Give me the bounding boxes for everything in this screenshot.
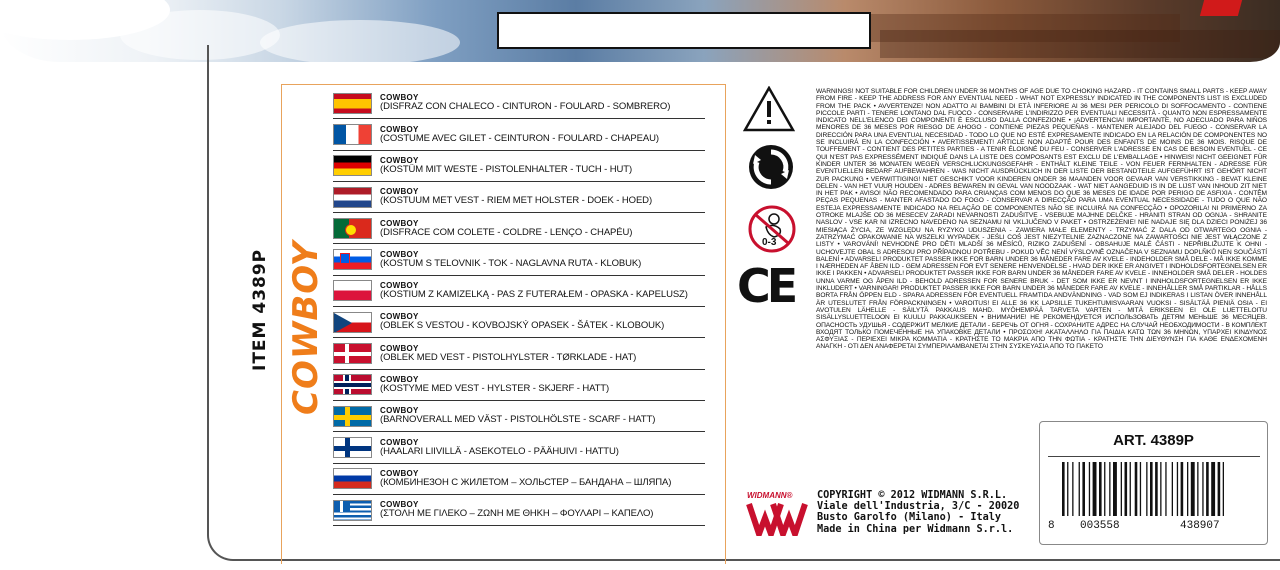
barcode-bar: [1109, 462, 1110, 516]
slovenia-flag-icon: [333, 249, 372, 270]
article-number: ART. 4389P: [1113, 432, 1194, 449]
language-text: [380, 345, 636, 363]
language-row: [333, 213, 705, 244]
language-product-name: COWBOY: [380, 312, 419, 322]
barcode-bar: [1067, 462, 1068, 516]
denmark-flag-icon: [333, 343, 372, 364]
barcode-bar: [1177, 462, 1178, 516]
divider: [1048, 456, 1260, 457]
blank-label-box: [497, 12, 871, 49]
barcode-bar: [1093, 462, 1097, 516]
language-row: [333, 151, 705, 182]
language-text: [380, 126, 659, 144]
barcode-bar: [1104, 462, 1105, 516]
language-text: [380, 313, 664, 331]
language-text: [380, 470, 671, 488]
barcode-bar: [1191, 462, 1195, 516]
language-row: [333, 307, 705, 338]
language-text: [380, 188, 652, 206]
language-row: [333, 464, 705, 495]
barcode-bar: [1121, 462, 1122, 516]
portugal-flag-icon: [333, 218, 372, 239]
language-text: [380, 501, 653, 519]
barcode-bar: [1150, 462, 1153, 516]
language-text: [380, 282, 688, 300]
language-description: (КОМБИНЕЗОН С ЖИЛЕТОМ – ХОЛЬСТЕР – БАНДАНА – ШЛЯПА): [380, 476, 672, 488]
barcode-bar: [1099, 462, 1102, 516]
language-description: (DISFRACE COM COLETE - COLDRE - LENÇO - CHAPÉU): [380, 226, 633, 238]
barcode-bar: [1223, 462, 1224, 516]
product-title: COWBOY: [286, 240, 326, 416]
czech-flag-icon: [333, 312, 372, 333]
language-row: [333, 338, 705, 369]
not-for-0-3-icon: [748, 205, 796, 253]
barcode-bar: [1155, 462, 1158, 516]
barcode-bar: [1089, 462, 1090, 516]
barcode-group-right: 438907: [1180, 520, 1220, 532]
language-product-name: COWBOY: [380, 468, 419, 478]
barcode-bar: [1187, 462, 1188, 516]
barcode-bar: [1082, 462, 1085, 516]
languages-list: [333, 88, 705, 526]
copyright-line: COPYRIGHT © 2012 WIDMANN S.R.L.: [817, 490, 1008, 501]
article-barcode-box: [1039, 421, 1268, 545]
language-description: (KOSTIUM Z KAMIZELKĄ - PAS Z FUTERAŁEM - OPASKA - KAPELUSZ): [380, 289, 688, 301]
language-text: [380, 407, 655, 425]
copyright-block: [817, 490, 1027, 535]
recycle-icon: [748, 144, 794, 190]
norway-flag-icon: [333, 374, 372, 395]
language-row: [333, 370, 705, 401]
language-row: [333, 119, 705, 150]
barcode-bar: [1125, 462, 1128, 516]
finland-flag-icon: [333, 437, 372, 458]
language-text: [380, 220, 632, 238]
barcode-bar: [1218, 462, 1221, 516]
barcode-bar: [1211, 462, 1215, 516]
russia-flag-icon: [333, 468, 372, 489]
barcode-icon: [1058, 462, 1258, 524]
language-description: (ΣΤΟΛΗ ΜΕ ΓΙΛΕΚΟ – ΖΩΝΗ ΜΕ ΘΗΚΗ – ΦΟΥΛΑΡΙ – ΚΑΠΕΛΟ): [380, 508, 654, 520]
city-line: Busto Garolfo (Milano) - Italy: [817, 512, 1002, 524]
barcode-bar: [1165, 462, 1166, 516]
barcode-first-digit: 8: [1048, 520, 1055, 532]
language-product-name: COWBOY: [380, 124, 419, 134]
ce-mark: CE: [737, 259, 795, 313]
language-text: [380, 94, 670, 112]
made-in-line: Made in China per Widmann S.r.l.: [817, 523, 1014, 535]
language-row: [333, 401, 705, 432]
barcode-bar: [1140, 462, 1141, 516]
item-number-label: ITEM 4389P: [250, 248, 270, 372]
language-row: [333, 182, 705, 213]
greece-flag-icon: [333, 500, 372, 521]
barcode-bar: [1135, 462, 1138, 516]
language-text: [380, 251, 641, 269]
language-product-name: COWBOY: [380, 437, 419, 447]
barcode-bar: [1197, 462, 1198, 516]
language-product-name: COWBOY: [380, 375, 419, 385]
language-description: (KOSTYME MED VEST - HYLSTER - SKJERF - HATT): [380, 383, 610, 395]
spain-flag-icon: [333, 93, 372, 114]
barcode-bar: [1130, 462, 1131, 516]
barcode-bar: [1181, 462, 1184, 516]
barcode-group-left: 003558: [1080, 520, 1120, 532]
language-product-name: COWBOY: [380, 343, 419, 353]
barcode-bar: [1072, 462, 1073, 516]
language-row: [333, 88, 705, 119]
language-product-name: COWBOY: [380, 93, 419, 103]
language-row: [333, 276, 705, 307]
language-description: (DISFRAZ CON CHALECO - CINTURON - FOULARD - SOMBRERO): [380, 101, 671, 113]
sweden-flag-icon: [333, 406, 372, 427]
safety-warnings-text: [816, 88, 1267, 410]
language-description: (BARNOVERALL MED VÄST - PISTOLHÖLSTE - SCARF - HATT): [380, 414, 656, 426]
language-row: [333, 244, 705, 275]
language-row: [333, 495, 705, 526]
warning-triangle-icon: [743, 86, 795, 132]
language-product-name: COWBOY: [380, 155, 419, 165]
language-description: (OBLEK S VESTOU - KOVBOJSKÝ OPASEK - ŠÁTEK - KLOBOUK): [380, 320, 665, 332]
language-product-name: COWBOY: [380, 218, 419, 228]
address-line: Viale dell'Industria, 3/C - 20020: [817, 501, 1020, 513]
widmann-logo-icon: [745, 490, 810, 536]
language-description: (COSTUME AVEC GILET - CEINTURON - FOULARD - CHAPEAU): [380, 132, 659, 144]
language-product-name: COWBOY: [380, 406, 419, 416]
barcode-bar: [1172, 462, 1173, 516]
language-text: [380, 157, 632, 175]
warnings-paragraph: WARNINGS! NOT SUITABLE FOR CHILDREN UNDER 36 MONTHS OF AGE DUE TO CHOKING HAZARD - IT CONTAINS SMALL PARTS - KEEP AWAY FROM FIRE - KEEP THE ADDRESS FOR ANY EVENTUAL NEED - WHAT NOT EXPRESSLY INDICATED IN THE COMPONENTS LIST IS EXCLUDED FROM THE PACK • AVVERTENZE! NON ADATTO AI BAMBINI DI ETÀ INFERIORE AI 36 MESI PER PERICOLO DI SOFFOCAMENTO - CONTIENE PICCOLE PARTI - TENERE LONTANO DAL FUOCO - CONSERVARE L'INDIRIZZO PER EVENTUALI NECESSITÀ - QUANTO NON ESPRESSAMENTE INDICATO NELL'ELENCO DEI COMPONENTI È ESCLUSO DALLA CONFEZIONE • ¡ADVERTENCIA! IMPORTANTE, NO ADECUADO PARA NIÑOS MENORES DE 36 MESES POR RIESGO DE AHOGO - CONTIENE PIEZAS PEQUEÑAS - MANTENER ALEJADO DEL FUEGO - CONSERVAR LA DIRECCIÓN PARA UNA EVENTUAL NECESIDAD - TODO LO QUE NO ESTÉ EXPRESAMENTE INDICADO EN LA RELACIÓN DE COMPONENTES NO SE INCLUIRÁ EN LA CONFECCIÓN • AVERTISSEMENT! ARTICLE NON ADAPTÉ POUR DES ENFANTS DE MOINS DE 36 MOIS. RISQUE DE TOUFFEMENT - CONTIENT DES PETITES PARTIES - A TENIR ÉLOIGNÉ DU FEU - CONSERVER L'ADRESSE EN CAS DE BESOIN EVENTUEL - CE QUI N'EST PAS EXPRESSÉMENT INDIQUÉ DANS LA LISTE DES COMPOSANTS EST EXCLU DE L'EMBALLAGE • HINWEIS! NICHT GEEIGNET FÜR KINDER UNTER 36 MONATEN WEGEN VERSCHLUCKUNGSGEFAHR - ENTHÄLT KLEINE TEILE - VON FEUER FERNHALTEN - ADRESSE FÜR EVENTUELLEN BEDARF AUFBEWAHREN - WAS NICHT AUSDRÜCKLICH IN DER LISTE DER BESTANDTEILE AUFGEFÜHRT IST GEHÖRT NICHT ZUR PACKUNG • VERWITTIGING! NIET GESCHIKT VOOR KINDEREN ONDER 36 MAANDEN VOOR GEVAAR VAN VERSTIKKING - BEVAT KLEINE DELEN - VAN HET VUUR HOUDEN - ADRES BEWAREN IN GEVAL VAN NOODZAAK - WAT NIET AANGEDUID IS IN DE LIJST VAN INHOUD ZIT NIET IN HET PAK • AVISO! NÃO RECOMENDADO PARA CRIANÇAS COM MENOS DO QUE 36 MESES DE IDADE POR PERIGO DE ASFIXIA - CONTÊM PEÇAS PEQUENAS - MANTER AFASTADO DO FOGO - CONSERVAR A DIRECÇÃO PARA UMA EVENTUAL NECESSIDADE - TUDO O QUE NÃO ESTEJA EXPRESSAMENTE INDICADO NA RELAÇÃO DE COMPONENTES NÃO SE INCLUIRÁ NA CONFECÇÃO • OPOZORILA! NI PRIMERNO ZA OTROKE MLAJŠE OD 36 MESECEV ZARADI NEVARNOSTI ZADUŠITVE - VSEBUJE MAJHNE DELČKE - HRANITI STRAN OD OGNJA - SHRANITE NASLOV - VSE KAR NI IZRECNO NAVEDENO NA SEZNAMU NI VKLJUČENO V PAKET • OSTRZEŻENIE! NIE NADAJE SIĘ DLA DZIECI PONIŻEJ 36 MIESIĄCA ŻYCIA, ZE WZGLĘDU NA RYZYKO UDUSZENIA - ZAWIERA MAŁE ELEMENTY - TRZYMAĆ Z DALA OD OTWARTEGO OGNIA - ZATRZYMAĆ OPAKOWANIE NA WSZELKI WYPADEK - JEŚLI COŚ JEST NIEZYTELNIE ZAZNACZONE NA ZAWARTOŚCI NIE JEST WŁĄCZONE Z LISTY • VAROVÁNÍ! NEVHODNÉ PRO DĚTI MLADŠÍ 36 MĚSÍCŮ, RIZIKO ZADUŠENÍ - OBSAHUJE MALÉ ČÁSTI - NEPŘIBLIŽUJTE K OHNI - UCHOVEJTE OBAL S ADRESOU PRO PŘÍPADNOU POTŘEBU - POKUD VĚC NENÍ VÝSLOVNĚ OZNAČENA V SEZNAMU DOPLŇKŮ NEN SOUČÁSTÍ BALENÍ • ADVARSEL! PRODUKTET PASSER IKKE FOR BARN UNDER 36 MÅNEDER FARE AV KVELE - INDEHOLDER SMÅ DELE - MÅ IKKE KOMME I NÆRHEDEN AF ÅBEN ILD - GEM ADRESSEN FOR EVT SENERE HENVENDELSE - HVAD DER IKKE ER ANGIVET I INDHOLDSFORTEGNELSEN ER IKKE I PAKKEN • ADVARSEL! PRODUKTET PASSER IKKE FOR BARN UNDER 36 MÅNEDER FARE AV KVELE - INNEHOLDER SMÅ DELER - HOLDES UNNA VARME OG ÅPEN ILD - BEHOLD ADRESSEN FOR SENERE BRUK - DET SOM IKKE ER NEVNT I INNHOLDSFORTEGNELSEN ER IKKE INKLUDERT • VARNINGAR! PRODUKTET PASSER IKKE FOR BARN UNDER 36 MÅNEDER FARE AV KVELE - INNEHÅLLER SMÅ PARTIKLAR - HÅLLS BORTA FRÅN ÖPPEN ELD - SPARA ADRESSEN FÖR EVENTUELL FRAMTIDA ANDVÄNDNING - VAD SOM EJ INDIKERAS I LISTAN ÖVER INNEHÅLL ÄR UTESLUTET FRÅN FÖRPACKNINGEN • VAROITUS! EI ALLE 36 KK LAPSILLE TUKEHTUMISVAARAN VUOKSI - SISÄLTÄÄ PIENIÄ OSIA - EI AVOTULEN LÄHELLE - SÄILYTÄ PAKKAUS MAHD. MYÖHEMPÄÄ TARVETA VARTEN - MITÄ ERIKSEEN EI OLE LUETTELOITU SISÄLLYSLUETTELOON EI KUULU PAKKAUKSEEN • ВНИМАНИЕ! НЕ РЕКОМЕНДУЕТСЯ ИСПОЛЬЗОВАТЬ ДЕТЯМ МЕНЬШЕ 36 МЕСЯЦЕВ. ОПАСНОСТЬ УДУШЬЯ - СОДЕРЖИТ МЕЛКИЕ ДЕТАЛИ - БЕРЕЧЬ ОТ ОГНЯ - СОХРАНИТЕ АДРЕС НА СЛУЧАЙ НЕОБХОДИМОСТИ - В КОМПЛЕКТ ВХОДЯТ ТОЛЬКО ПОМЕЧЕННЫЕ НА УПАКОВКЕ ДЕТАЛИ • ΠΡΟΣΟΧΗ! ΑΚΑΤΑΛΛΗΛΟ ΓΙΑ ΠΑΙΔΙΑ ΚΑΤΩ ΤΩΝ 36 ΜΗΝΩΝ, ΥΠΑΡΧΕΙ ΚΙΝΔΥΝΟΣ ΑΣΦΥΞΙΑΣ - ΠΕΡΙΕΧΕΙ ΜΙΚΡΑ ΚΟΜΜΑΤΙΑ - ΚΡΑΤΗΣΤΕ ΤΟ ΜΑΚΡΙΑ ΑΠΟ ΤΗΝ ΦΩΤΙΑ - ΚΡΑΤΗΣΤΕ ΤΗΝ ΔΙΕΥΘΥΝΣΗ ΓΙΑ ΚΑΘΕ ΕΝΔΕΧΟΜΕΝΗ ΑΝΑΓΚΗ - ΟΤΙ ΔΕΝ ΑΝΑΦΕΡΕΤΑΙ ΣΥΜΠΕΡΙΛΑΜΒΑΝΕΤΑΙ ΣΤΗΝ ΣΥΣΚΕΥΑΣΙΑ ΑΠΟ ΤΟ ΠΑΚΕΤΟ: [816, 88, 1267, 351]
language-row: [333, 432, 705, 463]
language-product-name: COWBOY: [380, 281, 419, 291]
language-description: (HAALARI LIIVILLÄ - ASEKOTELO - PÄÄHUIVI - HATTU): [380, 445, 619, 457]
language-description: (KOSTÜM MIT WESTE - PISTOLENHALTER - TUCH - HUT): [380, 163, 633, 175]
brand-corner-mark: [1200, 0, 1242, 16]
barcode-bar: [1113, 462, 1117, 516]
germany-flag-icon: [333, 155, 372, 176]
poland-flag-icon: [333, 280, 372, 301]
barcode-bar: [1206, 462, 1209, 516]
barcode-bar: [1079, 462, 1080, 516]
language-description: (KOSTUUM MET VEST - RIEM MET HOLSTER - DOEK - HOED): [380, 195, 653, 207]
barcode-bar: [1062, 462, 1065, 516]
barcode-bar: [1202, 462, 1203, 516]
language-text: [380, 376, 609, 394]
language-text: [380, 439, 619, 457]
widmann-logo-text: WIDMANN®: [747, 491, 793, 500]
france-flag-icon: [333, 124, 372, 145]
age-warning-label: 0-3: [762, 237, 777, 248]
language-product-name: COWBOY: [380, 249, 419, 259]
language-description: (OBLEK MED VEST - PISTOLHYLSTER - TØRKLADE - HAT): [380, 351, 637, 363]
language-description: (KOSTUM S TELOVNIK - TOK - NAGLAVNA RUTA - KLOBUK): [380, 257, 642, 269]
netherlands-flag-icon: [333, 187, 372, 208]
barcode-bar: [1160, 462, 1161, 516]
language-product-name: COWBOY: [380, 500, 419, 510]
barcode-bar: [1146, 462, 1147, 516]
language-product-name: COWBOY: [380, 187, 419, 197]
